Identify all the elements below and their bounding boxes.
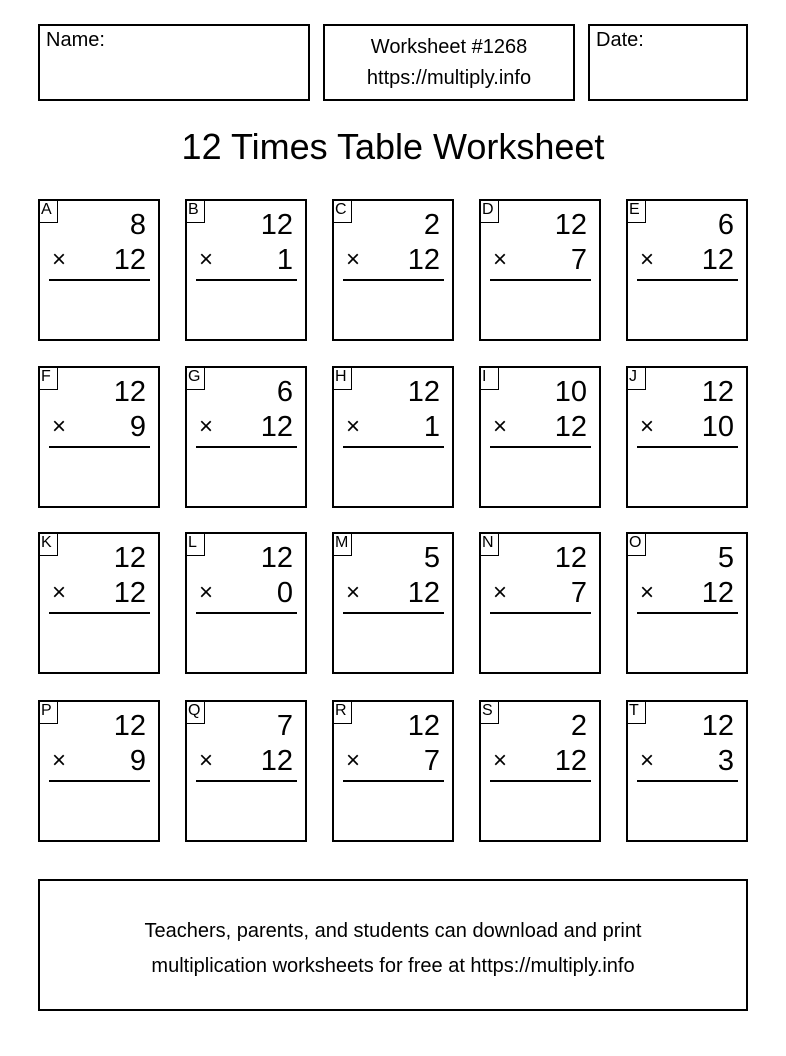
answer-line <box>637 612 738 614</box>
problem-box <box>332 700 454 842</box>
problem-label: N <box>479 532 499 556</box>
multiplicand: 2 <box>570 710 587 742</box>
times-sign: × <box>346 246 361 273</box>
problem-label: A <box>38 199 58 223</box>
answer-line <box>490 446 591 448</box>
times-sign: × <box>346 579 361 606</box>
problem-box <box>38 366 160 508</box>
problem-box <box>479 366 601 508</box>
problem-label: J <box>626 366 646 390</box>
answer-line <box>637 780 738 782</box>
multiplier: 7 <box>423 745 440 777</box>
answer-line <box>49 446 150 448</box>
times-sign: × <box>52 413 67 440</box>
multiplicand: 12 <box>554 542 587 574</box>
multiplicand: 5 <box>423 542 440 574</box>
multiplicand: 6 <box>717 209 734 241</box>
multiplier: 10 <box>701 411 734 443</box>
answer-line <box>343 780 444 782</box>
answer-line <box>196 446 297 448</box>
problem-box <box>185 700 307 842</box>
multiplicand: 8 <box>129 209 146 241</box>
problem-box <box>626 199 748 341</box>
problem-box <box>479 532 601 674</box>
answer-line <box>490 279 591 281</box>
answer-line <box>343 446 444 448</box>
answer-line <box>49 279 150 281</box>
multiplier: 12 <box>260 745 293 777</box>
multiplicand: 6 <box>276 376 293 408</box>
multiplicand: 12 <box>113 376 146 408</box>
multiplier: 12 <box>554 411 587 443</box>
answer-line <box>49 780 150 782</box>
footer-text <box>40 914 746 984</box>
times-sign: × <box>52 246 67 273</box>
multiplicand: 12 <box>260 209 293 241</box>
problem-box <box>332 366 454 508</box>
times-sign: × <box>493 747 508 774</box>
times-sign: × <box>493 413 508 440</box>
multiplier: 0 <box>276 577 293 609</box>
multiplicand: 12 <box>554 209 587 241</box>
answer-line <box>637 279 738 281</box>
multiplier: 1 <box>276 244 293 276</box>
footer-line-1: Teachers, parents, and students can download and print <box>144 920 642 942</box>
page-title: 12 Times Table Worksheet <box>181 126 605 167</box>
times-sign: × <box>199 413 214 440</box>
problem-label: Q <box>185 700 205 724</box>
answer-line <box>490 780 591 782</box>
times-sign: × <box>640 246 655 273</box>
multiplier: 12 <box>554 745 587 777</box>
answer-line <box>490 612 591 614</box>
problem-label: G <box>185 366 205 390</box>
multiplier: 12 <box>407 577 440 609</box>
times-sign: × <box>640 579 655 606</box>
problem-box <box>332 199 454 341</box>
multiplicand: 12 <box>701 710 734 742</box>
problem-box <box>38 532 160 674</box>
worksheet-info-box <box>323 24 575 101</box>
times-sign: × <box>199 246 214 273</box>
name-label: Name: <box>46 29 105 51</box>
problem-label: R <box>332 700 352 724</box>
multiplier: 12 <box>113 244 146 276</box>
multiplier: 9 <box>129 411 146 443</box>
multiplicand: 12 <box>113 542 146 574</box>
problem-box <box>38 700 160 842</box>
problem-label: O <box>626 532 646 556</box>
problem-box <box>479 700 601 842</box>
worksheet-number: Worksheet #1268 <box>370 36 528 58</box>
answer-line <box>637 446 738 448</box>
problem-label: M <box>332 532 352 556</box>
date-label: Date: <box>596 29 644 51</box>
times-sign: × <box>346 413 361 440</box>
times-sign: × <box>346 747 361 774</box>
answer-line <box>196 780 297 782</box>
times-sign: × <box>199 579 214 606</box>
multiplier: 1 <box>423 411 440 443</box>
multiplier: 12 <box>407 244 440 276</box>
multiplicand: 10 <box>554 376 587 408</box>
problem-box <box>185 366 307 508</box>
multiplier: 12 <box>113 577 146 609</box>
footer-line-2: multiplication worksheets for free at https://multiply.info <box>151 955 635 977</box>
multiplicand: 12 <box>407 710 440 742</box>
problem-box <box>626 366 748 508</box>
times-sign: × <box>493 579 508 606</box>
problem-label: T <box>626 700 646 724</box>
multiplicand: 2 <box>423 209 440 241</box>
problem-box <box>626 532 748 674</box>
answer-line <box>343 279 444 281</box>
times-sign: × <box>640 413 655 440</box>
multiplicand: 12 <box>701 376 734 408</box>
multiplier: 12 <box>701 577 734 609</box>
multiplier: 12 <box>701 244 734 276</box>
times-sign: × <box>640 747 655 774</box>
times-sign: × <box>52 579 67 606</box>
problem-label: E <box>626 199 646 223</box>
answer-line <box>49 612 150 614</box>
multiplier: 9 <box>129 745 146 777</box>
name-box <box>38 24 310 101</box>
multiplicand: 5 <box>717 542 734 574</box>
problem-label: P <box>38 700 58 724</box>
answer-line <box>343 612 444 614</box>
problem-label: C <box>332 199 352 223</box>
times-sign: × <box>52 747 67 774</box>
problem-box <box>332 532 454 674</box>
problem-box <box>626 700 748 842</box>
problem-label: K <box>38 532 58 556</box>
problem-box <box>38 199 160 341</box>
multiplicand: 12 <box>407 376 440 408</box>
multiplicand: 12 <box>260 542 293 574</box>
problem-box <box>185 199 307 341</box>
times-sign: × <box>493 246 508 273</box>
problem-label: F <box>38 366 58 390</box>
problem-label: L <box>185 532 205 556</box>
problem-label: S <box>479 700 499 724</box>
problem-label: B <box>185 199 205 223</box>
date-box <box>588 24 748 101</box>
times-sign: × <box>199 747 214 774</box>
worksheet-url: https://multiply.info <box>366 67 532 89</box>
answer-line <box>196 612 297 614</box>
multiplicand: 7 <box>276 710 293 742</box>
problem-label: H <box>332 366 352 390</box>
problem-label: I <box>479 366 499 390</box>
problem-box <box>185 532 307 674</box>
multiplier: 3 <box>717 745 734 777</box>
multiplier: 12 <box>260 411 293 443</box>
footer-box <box>38 879 748 1011</box>
multiplier: 7 <box>570 577 587 609</box>
problem-box <box>479 199 601 341</box>
multiplicand: 12 <box>113 710 146 742</box>
answer-line <box>196 279 297 281</box>
multiplier: 7 <box>570 244 587 276</box>
problem-label: D <box>479 199 499 223</box>
